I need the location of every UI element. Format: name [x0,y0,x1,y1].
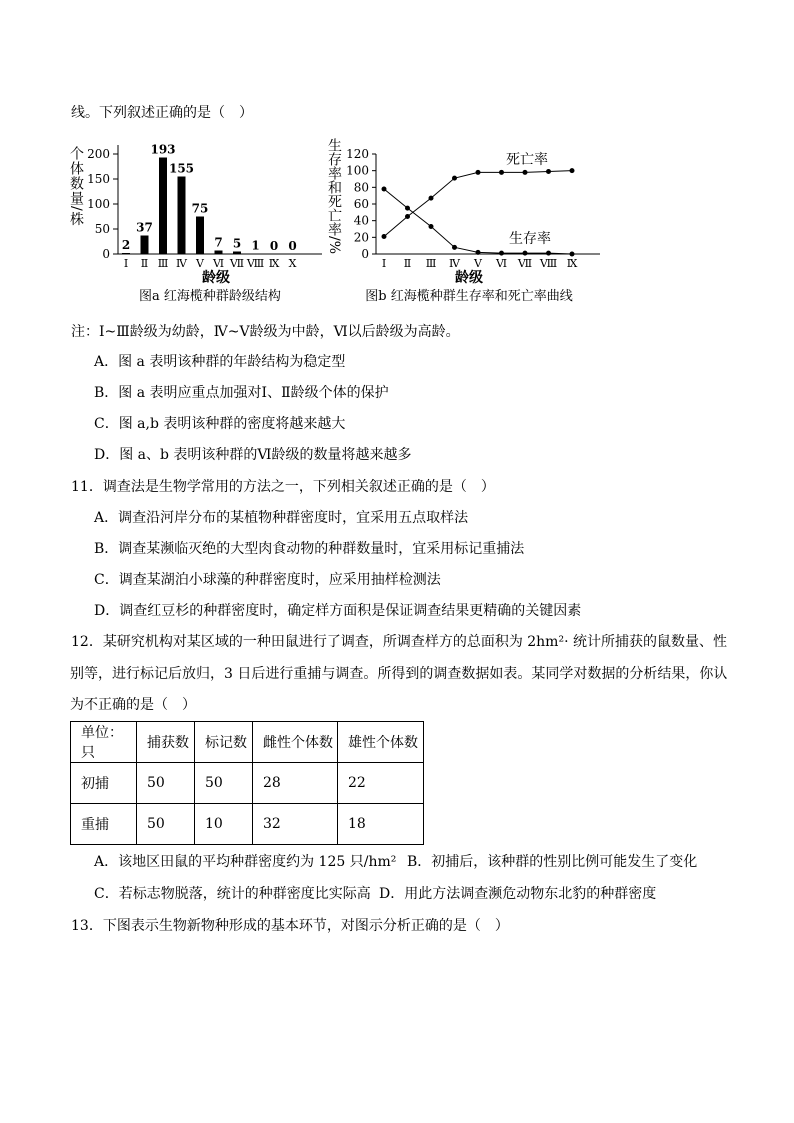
x-tick-label: Ⅴ [196,257,204,270]
fig-a-caption: 图a 红海榄种群龄级结构 [139,289,281,304]
table-cell: 32 [253,804,338,845]
x-tick-label: Ⅵ [495,257,508,270]
question-intro: 线。下列叙述正确的是（ ） [71,105,253,121]
x-tick-label: Ⅰ [123,257,129,270]
bar-value-label: 37 [136,220,153,235]
q11-option-c: C．调查某湖泊小球藻的种群密度时，应采用抽样检测法 [94,572,441,588]
bar [159,158,167,255]
y-tick-label: 0 [102,247,110,261]
data-point [499,251,504,256]
table-cell: 50 [195,763,253,804]
bar [252,254,260,255]
q10-option-c: C．图 a,b 表明该种群的密度将越来越大 [94,416,346,432]
x-tick-label: Ⅳ [176,257,187,270]
x-tick-label: Ⅳ [449,257,460,270]
table-row [71,804,424,845]
table-cell: 50 [137,804,195,845]
table-cell: 18 [338,804,424,845]
data-point [452,245,457,250]
death-rate-label: 死亡率 [506,152,548,168]
x-tick-label: Ⅱ [403,257,412,270]
capture-data-table [70,721,424,845]
data-point [476,170,481,175]
fig-b-y-axis-label: 生存率和死亡率/% [326,138,342,255]
bar [215,251,223,255]
data-point [405,206,410,211]
q12-option-a: A．该地区田鼠的平均种群密度约为 125 只/hm² [94,854,397,870]
table-cell: 初捕 [71,763,137,804]
table-header-row [71,722,424,763]
y-tick-label: 100 [87,197,110,211]
q10-option-a: A．图 a 表明该种群的年龄结构为稳定型 [94,354,346,370]
q11-option-b: B．调查某濒临灭绝的大型肉食动物的种群数量时，宜采用标记重捕法 [94,541,525,557]
y-tick-label: 0 [361,247,369,261]
q11-option-a: A．调查沿河岸分布的某植物种群密度时，宜采用五点取样法 [94,510,469,526]
data-point [570,168,575,173]
table-cell: 22 [338,763,424,804]
table-header-cell: 标记数 [195,722,253,763]
fig-b-x-axis-label: 龄级 [455,270,483,286]
q13-stem: 13．下图表示生物新物种形成的基本环节，对图示分析正确的是（ ） [71,918,509,934]
table-cell: 28 [253,763,338,804]
bar-value-label: 1 [251,238,260,253]
x-tick-label: Ⅱ [140,257,149,270]
data-point [382,187,387,192]
bar-value-label: 7 [214,235,223,250]
series-line [384,171,572,237]
data-point [429,196,434,201]
x-tick-label: Ⅰ [381,257,387,270]
table-header-cell: 捕获数 [137,722,195,763]
x-tick-label: Ⅲ [425,257,437,270]
q10-option-d: D．图 a、b 表明该种群的Ⅵ龄级的数量将越来越多 [94,447,412,463]
bar [141,236,149,255]
x-tick-label: Ⅸ [566,257,578,270]
q12-stem-line2: 别等，进行标记后放归，3 日后进行重捕与调查。所得到的调查数据如表。某同学对数据的分析结果，你认 [70,666,728,682]
survival-rate-label: 生存率 [509,231,551,247]
q12-stem-line1: 12．某研究机构对某区域的一种田鼠进行了调查，所调查样方的总面积为 2hm²· 统计所捕获的鼠数量、性 [71,634,727,650]
table-header-cell: 单位：只 [71,722,137,763]
fig-b-caption: 图b 红海榄种群生存率和死亡率曲线 [365,289,573,304]
bar-value-label: 193 [150,142,176,157]
y-tick-label: 40 [353,213,369,228]
y-tick-label: 50 [94,222,110,236]
table-cell: 10 [195,804,253,845]
y-tick-label: 100 [346,163,369,178]
data-point [546,251,551,256]
figure-note: 注：Ⅰ~Ⅲ龄级为幼龄，Ⅳ~Ⅴ龄级为中龄，Ⅵ以后龄级为高龄。 [71,324,460,340]
bar [178,177,186,255]
x-tick-label: Ⅸ [268,257,280,270]
bar-value-label: 75 [191,201,209,216]
x-tick-label: Ⅷ [539,257,558,270]
table-row [71,763,424,804]
x-tick-label: Ⅶ [517,257,533,270]
data-point [499,170,504,175]
data-point [570,252,575,257]
q11-stem: 11．调查法是生物学常用的方法之一，下列相关叙述正确的是（ ） [71,479,495,495]
y-tick-label: 60 [353,197,369,211]
x-tick-label: Ⅵ [212,257,225,270]
data-point [429,224,434,229]
y-tick-label: 200 [87,147,110,161]
y-tick-label: 80 [353,180,369,195]
table-header-cell: 雌性个体数 [253,722,338,763]
bar-value-label: 5 [232,236,242,251]
x-tick-label: Ⅴ [474,257,482,270]
data-point [546,169,551,174]
q12-option-c: C．若标志物脱落，统计的种群密度比实际高 [94,886,371,902]
data-point [523,251,528,256]
y-tick-label: 20 [353,230,369,245]
q12-stem-line3: 为不正确的是（ ） [70,697,196,713]
bar-value-label: 2 [121,238,131,252]
data-point [523,170,528,175]
bar [122,253,130,254]
x-tick-label: Ⅹ [288,257,297,270]
table-cell: 重捕 [71,804,137,845]
fig-a-x-axis-label: 龄级 [202,270,230,286]
y-tick-label: 150 [87,172,110,186]
x-tick-label: Ⅷ [246,257,265,270]
bar-value-label: 0 [269,239,279,253]
bar-value-label: 155 [168,161,195,176]
fig-a-y-axis-label: 个体数量/株 [68,146,84,227]
q10-option-b: B．图 a 表明应重点加强对Ⅰ、Ⅱ龄级个体的保护 [94,385,389,401]
data-point [476,250,481,255]
x-tick-label: Ⅲ [157,257,169,270]
bar [196,217,204,255]
bar [233,252,241,255]
q11-option-d: D．调查红豆杉的种群密度时，确定样方面积是保证调查结果更精确的关键因素 [94,603,582,619]
q12-option-d: D．用此方法调查濒危动物东北豹的种群密度 [379,886,657,902]
table-header-cell: 雄性个体数 [338,722,424,763]
data-point [405,214,410,219]
table-cell: 50 [137,763,195,804]
data-point [452,176,457,181]
x-tick-label: Ⅶ [229,257,245,270]
data-point [382,234,387,239]
bar-value-label: 0 [288,239,297,253]
figure-b-line-chart [328,134,606,306]
q12-option-b: B．初捕后，该种群的性别比例可能发生了变化 [407,854,698,870]
y-tick-label: 120 [346,147,369,161]
figure-a-bar-chart [68,134,330,306]
